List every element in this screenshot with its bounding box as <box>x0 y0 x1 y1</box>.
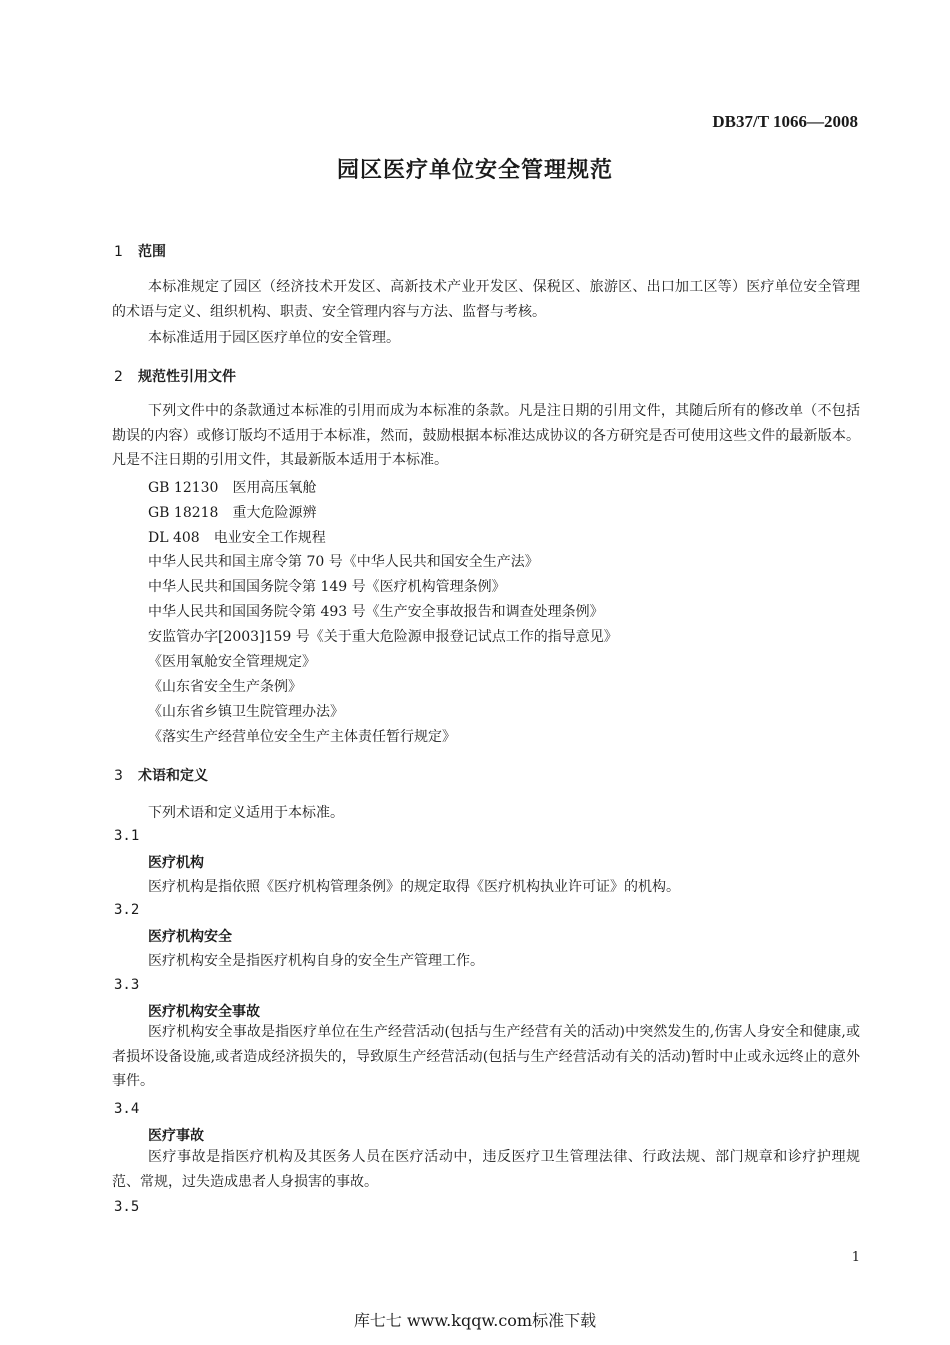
clause-number: 3.2 <box>114 902 140 918</box>
section-3-number: 3 <box>114 768 123 784</box>
document-title: 园区医疗单位安全管理规范 <box>336 158 613 183</box>
term-definition: 医疗事故是指医疗机构及其医务人员在医疗活动中，违反医疗卫生管理法律、行政法规、部门规章和诊疗护理规范、常规，过失造成患者人身损害的事故。 <box>112 1149 860 1190</box>
section-2-number: 2 <box>114 369 123 385</box>
term-definition: 医疗机构安全是指医疗机构自身的安全生产管理工作。 <box>148 953 484 969</box>
term-title: 医疗机构安全 <box>148 929 232 945</box>
term-definition: 医疗机构是指依照《医疗机构管理条例》的规定取得《医疗机构执业许可证》的机构。 <box>148 879 680 895</box>
section-1-paragraph-2: 本标准适用于园区医疗单位的安全管理。 <box>148 330 400 346</box>
section-1-heading <box>114 241 166 261</box>
reference-item: 《山东省安全生产条例》 <box>148 679 302 695</box>
section-1-paragraph-1: 本标准规定了园区（经济技术开发区、高新技术产业开发区、保税区、旅游区、出口加工区等）医疗单位安全管理的术语与定义、组织机构、职责、安全管理内容与方法、监督与考核。 <box>112 279 860 320</box>
footer-watermark: 库七七 www.kqqw.com标准下载 <box>353 1311 597 1330</box>
section-1-title: 范围 <box>138 244 166 260</box>
term-definition: 医疗机构安全事故是指医疗单位在生产经营活动(包括与生产经营有关的活动)中突然发生的,伤害人身安全和健康,或者损坏设备设施,或者造成经济损失的，导致原生产经营活动(包括与生产经营活动有关的活动)暂时中止或永远终止的意外事件。 <box>112 1024 860 1089</box>
reference-item: 《落实生产经营单位安全生产主体责任暂行规定》 <box>148 729 456 745</box>
reference-item: 中华人民共和国国务院令第 493 号《生产安全事故报告和调查处理条例》 <box>148 604 604 620</box>
page-number: 1 <box>851 1250 860 1265</box>
section-3-title: 术语和定义 <box>138 768 208 784</box>
clause-number: 3.3 <box>114 977 140 993</box>
reference-item: GB 12130 医用高压氧舱 <box>148 480 317 496</box>
reference-item: 《山东省乡镇卫生院管理办法》 <box>148 704 344 720</box>
section-2-title: 规范性引用文件 <box>138 369 236 385</box>
reference-item: 中华人民共和国国务院令第 149 号《医疗机构管理条例》 <box>148 579 506 595</box>
reference-item: GB 18218 重大危险源辨 <box>148 505 317 521</box>
section-2-heading <box>114 366 236 386</box>
reference-item: 中华人民共和国主席令第 70 号《中华人民共和国安全生产法》 <box>148 554 539 570</box>
reference-item: DL 408 电业安全工作规程 <box>148 530 326 546</box>
clause-number: 3.5 <box>114 1199 140 1215</box>
term-title: 医疗机构 <box>148 855 204 871</box>
term-title: 医疗事故 <box>148 1128 204 1144</box>
section-3-intro: 下列术语和定义适用于本标准。 <box>148 805 344 821</box>
term-title: 医疗机构安全事故 <box>148 1004 260 1020</box>
section-1-number: 1 <box>114 244 123 260</box>
reference-item: 《医用氧舱安全管理规定》 <box>148 654 316 670</box>
clause-number: 3.4 <box>114 1101 140 1117</box>
reference-item: 安监管办字[2003]159 号《关于重大危险源申报登记试点工作的指导意见》 <box>148 629 618 645</box>
clause-number: 3.1 <box>114 828 140 844</box>
standard-code: DB37/T 1066—2008 <box>712 112 858 131</box>
section-3-heading <box>114 765 208 785</box>
section-2-paragraph-1: 下列文件中的条款通过本标准的引用而成为本标准的条款。凡是注日期的引用文件，其随后所有的修改单（不包括勘误的内容）或修订版均不适用于本标准，然而，鼓励根据本标准达成协议的各方研究是否可使用这些文件的最新版本。凡是不注日期的引用文件，其最新版本适用于本标准。 <box>112 403 860 468</box>
